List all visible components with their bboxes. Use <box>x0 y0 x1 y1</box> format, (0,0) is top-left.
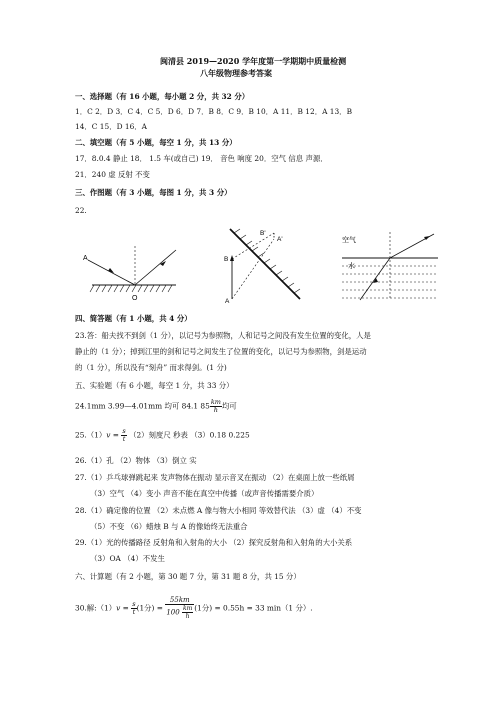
figure-1-label-o: O <box>132 295 138 302</box>
figure-refraction-diagram <box>340 228 440 300</box>
figure-reflection-diagram <box>80 240 180 302</box>
section-2-heading: 二、填空题（有 5 小题，每空 1 分，共 13 分） <box>75 138 237 147</box>
question-28-line-2: （5）不变 （6）蜡烛 B 与 A 的像始终无法重合 <box>90 522 248 531</box>
question-22-label: 22. <box>75 206 87 215</box>
figure-3-label-water: 水 <box>348 263 355 270</box>
question-29-line-1: 29.（1）光的传播路径 反射角和入射角的大小 （2）探究反射角和入射角的大小关系 <box>75 538 353 547</box>
question-24-text: 24.1mm 3.99—4.01mm 均可 84.1 85 <box>75 401 210 411</box>
figure-2-label-b: B <box>224 256 229 263</box>
document-title: 闽清县 2019—2020 学年度第一学期期中质量检测 <box>160 56 347 66</box>
question-25: 25.（1）v = $\frac{s}{t}$ （2）刻度尺 秒表 （3）0.18 0.225 <box>75 427 250 443</box>
section-2-answers-line-2: 21．240 虚 反射 不变 <box>75 170 150 179</box>
figure-2-label-a: A <box>225 298 230 305</box>
question-28-line-1: 28.（1）确定像的位置 （2）未点燃 A 像与物大小相同 等效替代法 （3）虚 （4）不变 <box>75 506 362 515</box>
section-4-heading: 四、简答题（有 1 小题，共 4 分） <box>75 314 192 323</box>
figure-2-label-b-prime: B' <box>260 230 266 237</box>
section-3-heading: 三、作图题（有 3 小题，每图 1 分，共 3 分） <box>75 188 232 197</box>
velocity-formula-fraction: $\frac{s}{t}$ <box>122 427 126 443</box>
question-24 <box>75 399 237 414</box>
section-1-answers-line-2: 14．C 15．D 16．A <box>75 122 148 131</box>
figure-plane-mirror-diagram <box>222 225 312 305</box>
figure-3-label-air: 空气 <box>342 237 356 244</box>
section-5-heading: 五、实验题（有 6 小题，每空 1 分，共 33 分） <box>75 381 234 390</box>
question-27-line-1: 27.（1）乒乓球弹跳起来 发声物体在振动 显示音叉在振动 （2）在桌面上放一些纸屑 <box>75 473 355 482</box>
figure-2-label-a-prime: A' <box>277 236 283 243</box>
section-1-heading: 一、选择题（有 16 小题，每小题 2 分，共 32 分） <box>75 92 250 101</box>
question-29-line-2: （3）OA （4）不发生 <box>90 554 165 563</box>
question-24-tail: 均可 <box>221 401 237 411</box>
question-30-solution: 30.解:（1）v = $\frac{s}{t}$ (1分) = 55km 100 $\frac{km}{h}$ (1分) = 0.55h = 33 min（1 分）. <box>75 596 313 620</box>
formula-s-over-t: $\frac{s}{t}$ <box>132 600 136 616</box>
unit-fraction-km-per-h: $\frac{km}{h}$ <box>210 398 221 414</box>
question-23-line-2: 静止的（1 分）；掉到江里的剑和记号之间发生了位置的变化，以记号为参照物，剑是运动 <box>75 347 367 356</box>
section-6-heading: 六、计算题（有 2 小题，第 30 题 7 分，第 31 题 8 分，共 15 分） <box>75 572 301 581</box>
section-2-answers-line-1: 17．8.0.4 静止 18． 1.5 车(或自己) 19． 音色 响度 20．空气 信息 声源． <box>75 154 328 163</box>
figure-1-label-a: A <box>83 255 88 262</box>
question-23-line-3: 的（1 分），所以没有“刻舟” 而求得剑。(1 分) <box>75 363 227 372</box>
question-23-line-1: 23.答：船夫找不到剑（1 分），以记号为参照物，人和记号之间没有发生位置的变化，人是 <box>75 331 371 340</box>
formula-distance-over-speed: 55km 100 $\frac{km}{h}$ <box>166 596 193 620</box>
question-26: 26.（1）孔 （2）物体 （3）倒立 实 <box>75 456 197 465</box>
document-subtitle: 八年级物理参考答案 <box>200 68 272 78</box>
section-1-answers-line-1: 1．C 2．D 3．C 4．C 5．D 6．D 7．B 8．C 9．B 10．A 11．B 12．A 13．B <box>75 107 353 116</box>
question-27-line-2: （3）空气 （4）变小 声音不能在真空中传播（或声音传播需要介质） <box>90 489 319 498</box>
